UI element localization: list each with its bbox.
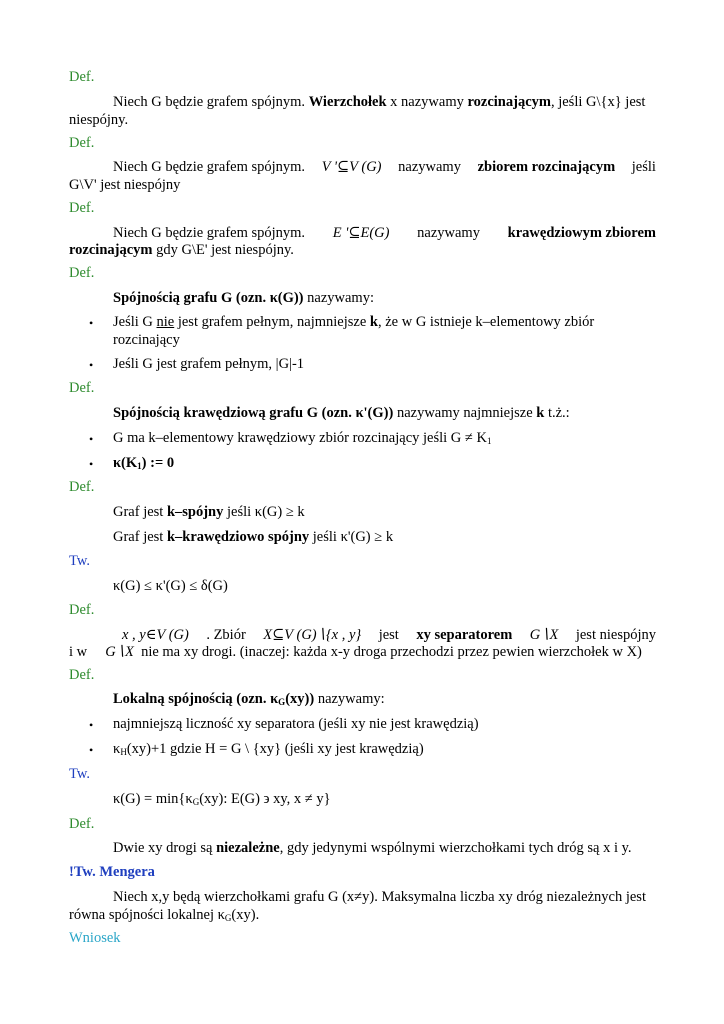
def-label: Def. — [69, 380, 95, 396]
tw-label: Tw. — [69, 766, 90, 782]
math-formula: G∖X — [105, 644, 134, 660]
math-formula: x , y∈V (G) — [122, 627, 189, 643]
theorem-line: Niech x,y będą wierzchołkami grafu G (x≠y). Maksymalna liczba xy dróg niezależnych jest — [113, 889, 646, 905]
math-formula: G∖X — [529, 627, 559, 643]
definition-line: Dwie xy drogi są niezależne, gdy jedynymi wspólnymi wierzchołkami tych dróg są x i y. — [113, 840, 632, 856]
theorem-formula: $\kappa(G) = \min\{\kappa_G(xy)$: E(G) ϶ xy, x ≠ y} — [113, 791, 331, 807]
theorem-formula: κ(G) ≤ κ'(G) ≤ δ(G) — [113, 578, 228, 594]
definition-line: i w G∖X nie ma xy drogi. (inaczej: każda x-y droga przechodzi przez pewien wierzchołek w X) — [69, 644, 642, 660]
list-item: najmniejszą liczność xy separatora (jeśli xy nie jest krawędzią) — [113, 716, 479, 732]
math-formula: X⊆V (G)∖{x , y} — [263, 627, 362, 643]
definition-title: Lokalną spójnością (ozn. $\kappa_G(xy)$) nazywamy: — [113, 691, 385, 707]
list-item: Jeśli G jest grafem pełnym, |G|-1 — [113, 356, 305, 372]
definition-line: Niech G będzie grafem spójnym. Wierzchołek x nazywamy rozcinającym, jeśli G\{x} jest — [113, 94, 646, 110]
definition-line: Graf jest k–krawędziowo spójny jeśli κ'(G) ≥ k — [113, 529, 394, 545]
definition-line: rozcinającym gdy G\E' jest niespójny. — [69, 242, 294, 258]
def-label: Def. — [69, 265, 95, 281]
bullet-icon: • — [89, 457, 94, 471]
math-formula: E '⊆E(G) — [332, 225, 390, 241]
def-label: Def. — [69, 667, 95, 683]
def-label: Def. — [69, 200, 95, 216]
theorem-mengera-label: !Tw. Mengera — [69, 864, 155, 880]
bullet-icon: • — [89, 718, 94, 732]
list-item: $\kappa_H(xy)+1$ gdzie H = G \ {xy} (jeśli xy jest krawędzią) — [113, 741, 424, 757]
definition-line: Graf jest k–spójny jeśli κ(G) ≥ k — [113, 504, 305, 520]
list-item: Jeśli G nie jest grafem pełnym, najmniejsze k, że w G istnieje k–elementowy zbiór — [113, 314, 595, 330]
bullet-icon: • — [89, 316, 94, 330]
list-item: rozcinający — [113, 332, 180, 348]
tw-label: Tw. — [69, 553, 90, 569]
definition-line: niespójny. — [69, 112, 129, 128]
theorem-line: równa spójności lokalnej $\kappa_G(xy)$. — [69, 907, 260, 923]
bullet-icon: • — [89, 358, 94, 372]
def-label: Def. — [69, 602, 95, 618]
def-label: Def. — [69, 479, 95, 495]
definition-line: x , y∈V (G) . Zbiór X⊆V (G)∖{x , y} jest xy separatorem G∖X jest niespójny — [122, 627, 656, 643]
list-item: $\kappa(K_1)$ := 0 — [113, 455, 175, 471]
math-formula: V '⊆V (G) — [321, 159, 382, 175]
definition-line: G\V' jest niespójny — [69, 177, 181, 193]
definition-line: Niech G będzie grafem spójnym. V '⊆V (G) nazywamy zbiorem rozcinającym jeśli — [113, 159, 656, 175]
def-label: Def. — [69, 816, 95, 832]
bullet-icon: • — [89, 743, 94, 757]
wniosek-label: Wniosek — [69, 930, 121, 946]
bullet-icon: • — [89, 432, 94, 446]
list-item: G ma k–elementowy krawędziowy zbiór rozcinający jeśli $G \ne K_1$ — [113, 430, 492, 446]
def-label: Def. — [69, 69, 95, 85]
definition-line: Niech G będzie grafem spójnym. E '⊆E(G) nazywamy krawędziowym zbiorem — [113, 225, 656, 241]
definition-title: Spójnością grafu G (ozn. κ(G)) nazywamy: — [113, 290, 374, 306]
definition-title: Spójnością krawędziową grafu G (ozn. κ'(G)) nazywamy najmniejsze k t.ż.: — [113, 405, 570, 421]
def-label: Def. — [69, 135, 95, 151]
